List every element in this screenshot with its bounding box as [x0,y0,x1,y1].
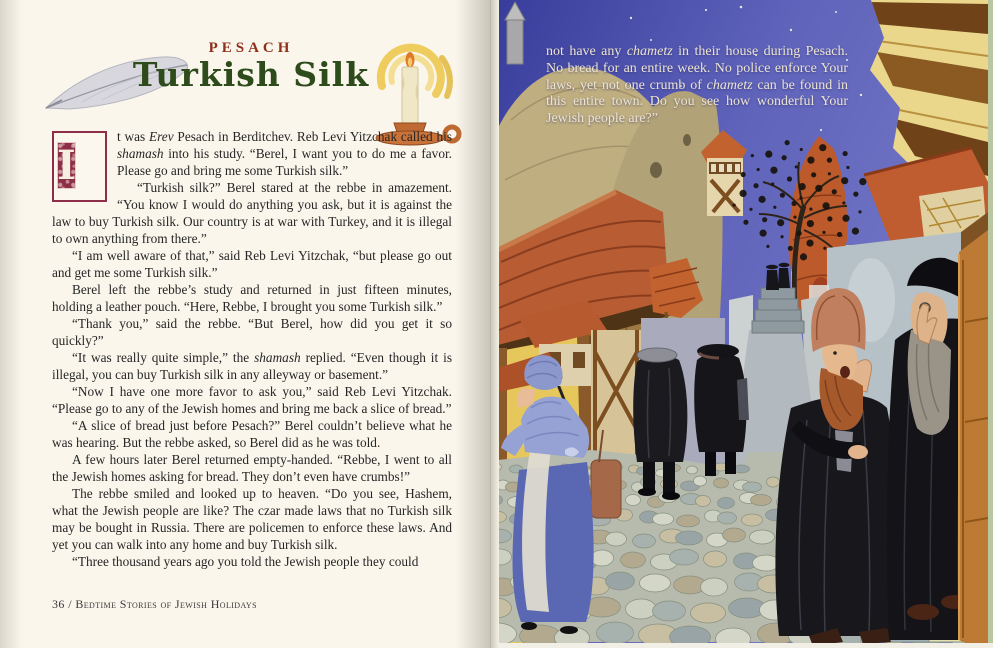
story-paragraph: “Turkish silk?” Berel stared at the rebbe in amazement. “You know I would do anything you ask, but it is against the law to buy Turkish silk. Our country is at war with Turkey, and it is illegal to own anything from there.” [52,180,452,246]
story-paragraph: “Thank you,” said the rebbe. “But Berel, how did you get it so quickly?” [52,316,452,348]
page-number: 36 / [52,597,72,611]
section-kicker: PESACH [208,40,294,56]
story-paragraph: The rebbe smiled and looked up to heaven. “Do you see, Hashem, what the Jewish people are like? The czar made laws that no Turkish silk may be bought in Russia. There are policemen to enforce these laws. And yet you can walk into any home and buy Turkish silk. [52,486,452,552]
story-text [52,128,452,570]
story-paragraph: Berel left the rebbe’s study and returned in just fifteen minutes, holding a leather pouch. “Here, Rebbe, I brought you some Turkish silk.” [52,282,452,314]
story-paragraph: “Now I have one more favor to ask you,” said Reb Levi Yitzchak. “Please go to any of the Jewish homes and bring me back a slice of bread.” [52,384,452,416]
book-title: Bedtime Stories of Jewish Holidays [75,597,257,611]
door-frame [959,230,988,644]
illustration-overlay-text: not have any chametz in their house during Pesach. No bread for an entire week. No police enforce Your laws, yet not one crumb of chametz can be found in this entire town. Do you see how wonderful Your Jewish people are?” [546,44,849,127]
story-paragraph: “It was really quite simple,” the shamash replied. “Even though it is illegal, you can buy Turkish silk in any alleyway or basement.” [52,350,452,382]
drop-cap-letter: I [57,142,76,189]
left-page [0,0,490,648]
page-edge-strip [988,0,993,648]
right-page [490,0,993,648]
page-bottom-margin [498,643,993,648]
story-paragraph: A few hours later Berel returned empty-handed. “Rebbe, I went to all the Jewish homes asking for bread. They don’t even have crumbs!” [52,452,452,484]
story-paragraph: “Three thousand years ago you told the Jewish people they could [72,554,419,569]
page-footer [52,597,257,612]
story-paragraph: “I am well aware of that,” said Reb Levi Yitzchak, “but please go out and get me some Turkish silk.” [52,248,452,280]
drop-cap [52,131,107,202]
story-paragraph: “A slice of bread just before Pesach?” Berel couldn’t believe what he was hearing. But the rebbe asked, so Berel did as he was told. [52,418,452,450]
page-gutter [491,0,499,648]
story-title: Turkish Silk [132,55,370,94]
story-paragraph: I t was Erev Pesach in Berditchev. Reb Levi Yitzchak called his shamash into his study. “Berel, I want you to do me a favor. Please go and bring me some Turkish silk.” [52,128,452,179]
satchel [591,460,621,518]
